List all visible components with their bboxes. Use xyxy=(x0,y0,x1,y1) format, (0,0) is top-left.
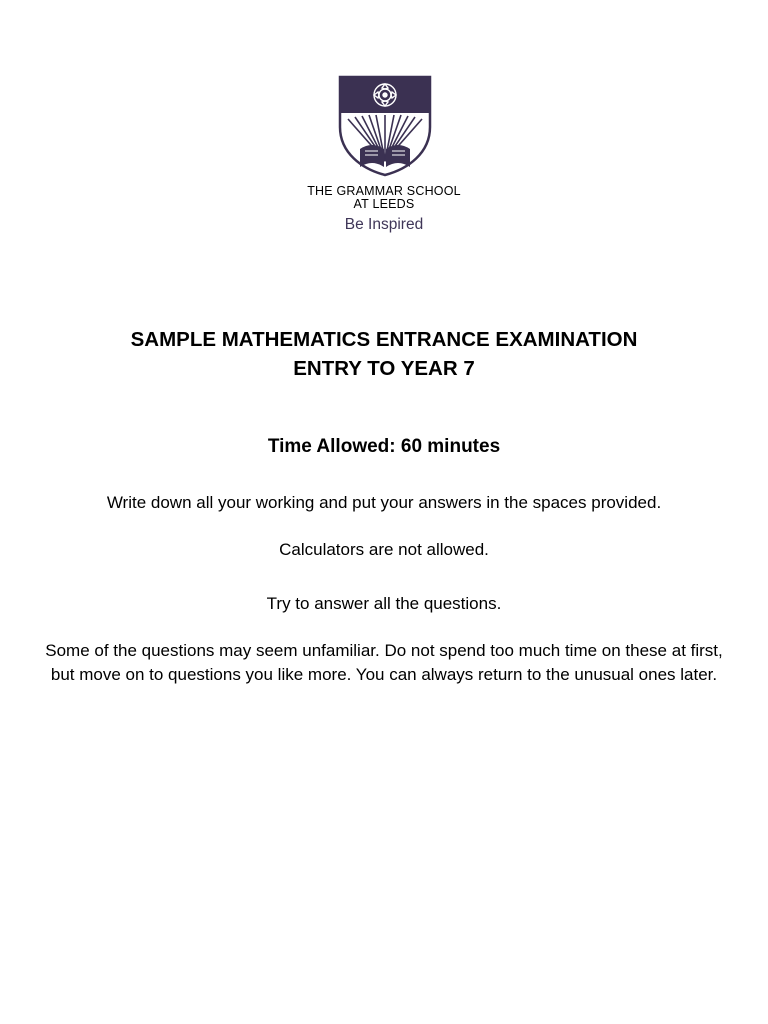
school-crest-icon xyxy=(338,75,432,177)
exam-title xyxy=(0,325,768,383)
school-motto: Be Inspired xyxy=(344,216,424,233)
school-name xyxy=(283,185,485,211)
instruction-unfamiliar: Some of the questions may seem unfamiliar. Do not spend too much time on these at first, but move on to questions you like more. You can always return to the unusual ones later. xyxy=(45,641,723,684)
instruction-calculators: Calculators are not allowed. xyxy=(279,540,489,559)
time-allowed: Time Allowed: 60 minutes xyxy=(267,436,501,457)
instruction-answer-all: Try to answer all the questions. xyxy=(266,594,502,613)
school-name-line1: THE GRAMMAR SCHOOL xyxy=(307,184,461,198)
exam-title-line1: SAMPLE MATHEMATICS ENTRANCE EXAMINATION xyxy=(130,328,638,351)
exam-title-line2: ENTRY TO YEAR 7 xyxy=(293,357,475,380)
instruction-working: Write down all your working and put your answers in the spaces provided. xyxy=(106,493,662,512)
school-logo xyxy=(283,55,485,260)
school-name-line2: AT LEEDS xyxy=(353,197,415,211)
